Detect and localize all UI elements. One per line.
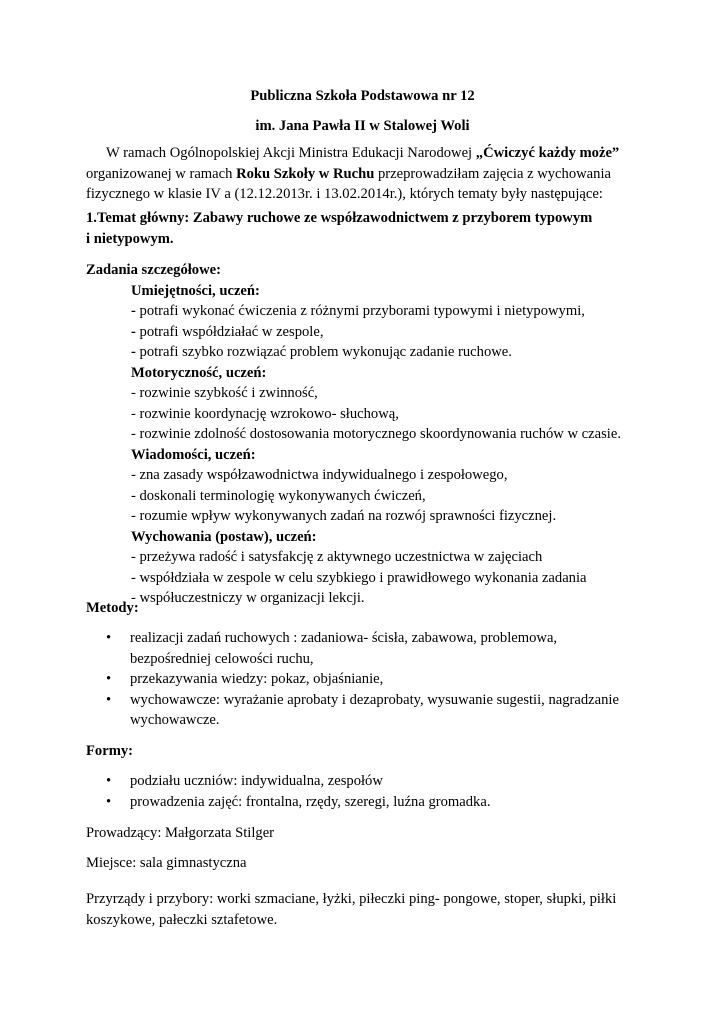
list-item: - rozwinie zdolność dostosowania motorycznego skoordynowania ruchów w czasie. — [131, 426, 621, 442]
equipment: Przyrządy i przybory: worki szmaciane, łyżki, piłeczki ping- pongowe, stoper, słupki, piłki koszykowe, pałeczki sztafetowe. — [86, 891, 617, 928]
methods-heading: Metody: — [86, 600, 139, 616]
detailed-tasks — [86, 260, 666, 609]
list-item: - potrafi szybko rozwiązać problem wykonując zadanie ruchowe. — [131, 344, 512, 360]
list-item: • wychowawcze: wyrażanie aprobaty i dezaprobaty, wysuwanie sugestii, nagradzanie wychowawcze. — [106, 691, 619, 728]
bullet-icon: • — [106, 671, 112, 687]
bullet-icon: • — [106, 793, 112, 810]
instructor: Prowadzący: Małgorzata Stilger — [86, 825, 275, 841]
list-item: - doskonali terminologię wykonywanych ćwiczeń, — [131, 487, 426, 504]
list-item: • przekazywania wiedzy: pokaz, objaśnianie, — [86, 669, 646, 690]
detailed-tasks-heading: Zadania szczegółowe: — [86, 262, 221, 278]
list-item: - zna zasady współzawodnictwa indywidualnego i zespołowego, — [131, 467, 508, 483]
list-item: • realizacji zadań ruchowych : zadaniowa- ścisła, zabawowa, problemowa, bezpośredniej celowości ruchu, — [106, 630, 558, 667]
forms-list — [86, 771, 646, 812]
list-item: • prowadzenia zajęć: frontalna, rzędy, szeregi, luźna gromadka. — [86, 792, 646, 813]
attitudes-section: Wychowania (postaw), uczeń: - przeżywa radość i satysfakcję z aktywnego uczestnictwa w zajęciach - współdziała w zespole w celu szybkiego i prawidłowego wykonania zadania - współuczestniczy w organizacji lekcji. — [86, 527, 666, 609]
intro-paragraph: W ramach Ogólnopolskiej Akcji Ministra Edukacji Narodowej „Ćwiczyć każdy może” organizowanej w ramach Roku Szkoły w Ruchu przeprowadziłam zajęcia z wychowania fizycznego w klasie IV a (12.12.2013r. i 13.02.2014r.), których tematy były następujące: — [86, 145, 620, 202]
knowledge-section: Wiadomości, uczeń: - zna zasady współzawodnictwa indywidualnego i zespołowego, - doskonali terminologię wykonywanych ćwiczeń, - rozumie wpływ wykonywanych zadań na rozwój sprawności fizycznej. — [86, 445, 666, 527]
list-item: - współuczestniczy w organizacji lekcji. — [131, 590, 365, 606]
list-item: - potrafi współdziałać w zespole, — [131, 323, 324, 340]
bullet-icon: • — [106, 691, 112, 708]
location: Miejsce: sala gimnastyczna — [86, 855, 247, 871]
motor-section: Motoryczność, uczeń: - rozwinie szybkość i zwinność, - rozwinie koordynację wzrokowo- słuchową, - rozwinie zdolność dostosowania motorycznego skoordynowania ruchów w czasie. — [86, 363, 666, 445]
forms-heading: Formy: — [86, 743, 134, 759]
list-item: • podziału uczniów: indywidualna, zespołów — [86, 771, 646, 792]
list-item: - przeżywa radość i satysfakcję z aktywnego uczestnictwa w zajęciach — [131, 549, 543, 565]
list-item: - rozwinie koordynację wzrokowo- słuchową, — [131, 405, 399, 422]
list-item: - potrafi wykonać ćwiczenia z różnymi przyborami typowymi i nietypowymi, — [131, 303, 585, 319]
main-topic: 1.Temat główny: Zabawy ruchowe ze współzawodnictwem z przyborem typowym i nietypowym. — [86, 210, 593, 247]
list-item: - rozumie wpływ wykonywanych zadań na rozwój sprawności fizycznej. — [131, 508, 557, 524]
methods-list — [86, 628, 646, 731]
bullet-icon: • — [106, 630, 112, 646]
skills-section: Umiejętności, uczeń: - potrafi wykonać ćwiczenia z różnymi przyborami typowymi i nietypowymi, - potrafi współdziałać w zespole, - potrafi szybko rozwiązać problem wykonując zadanie ruchowe. — [86, 281, 666, 363]
bullet-icon: • — [106, 773, 112, 789]
list-item: - rozwinie szybkość i zwinność, — [131, 385, 318, 401]
list-item: - współdziała w zespole w celu szybkiego i prawidłowego wykonania zadania — [131, 569, 587, 586]
school-name: Publiczna Szkoła Podstawowa nr 12 — [250, 88, 475, 104]
school-patron: im. Jana Pawła II w Stalowej Woli — [255, 118, 470, 134]
